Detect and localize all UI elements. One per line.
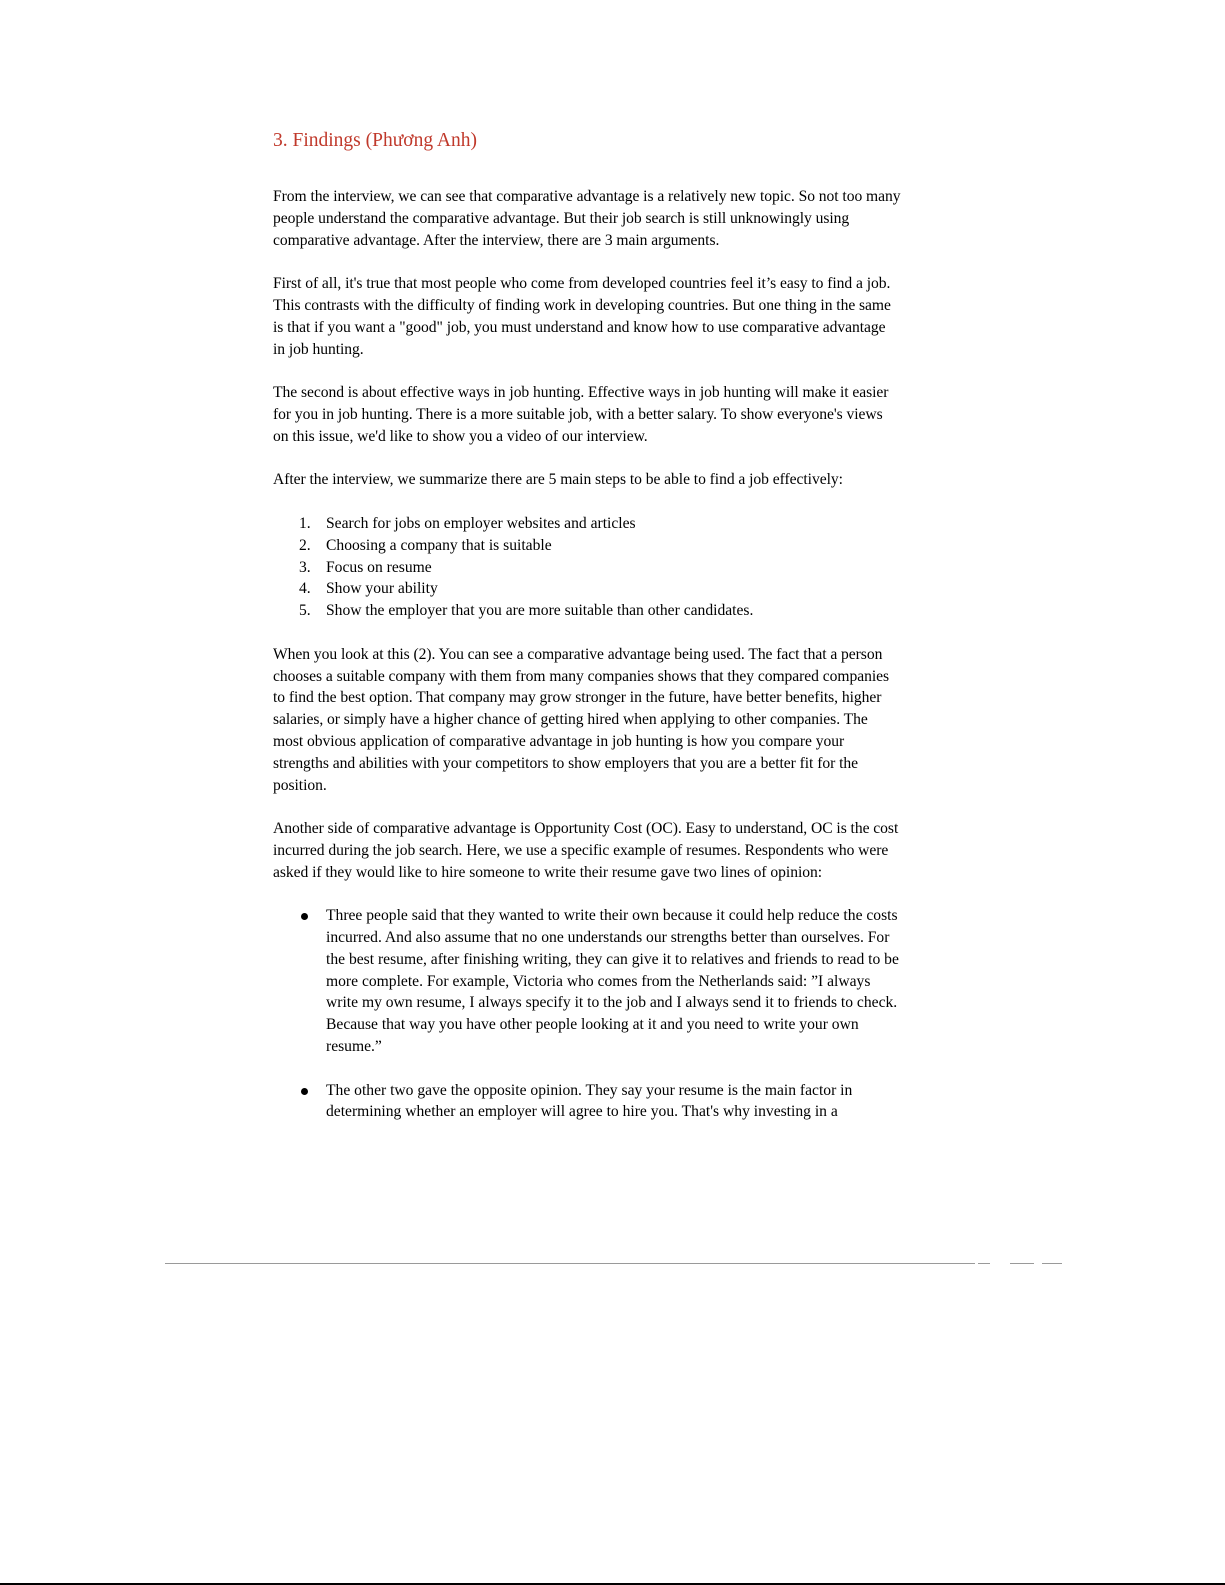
list-marker: 5. bbox=[299, 602, 311, 620]
list-item-text: Three people said that they wanted to write their own because it could help reduce the costs incurred. And also assume that no one understands our strengths better than ourselves. For the best resume, after finishing writing, they can give it to relatives and friends to read to be more complete. For example, Victoria who comes from the Netherlands said: ”I always write my own resume, I always specify it to the job and I always send it to friends to check. Because that way you have other people looking at it and you need to write your own resume.” bbox=[326, 907, 899, 1056]
list-item bbox=[273, 1080, 901, 1124]
steps-list bbox=[273, 513, 901, 622]
list-item bbox=[273, 557, 901, 579]
paragraph-steps-intro: After the interview, we summarize there are 5 main steps to be able to find a job effectively: bbox=[273, 471, 843, 489]
paragraph-developed-countries: First of all, it's true that most people who come from developed countries feel it’s easy to find a job. This contrasts with the difficulty of finding work in developing countries. But one thing in the same is that if you want a "good" job, you must understand and know how to use comparative advantage in job hunting. bbox=[273, 275, 891, 358]
list-item bbox=[273, 535, 901, 557]
paragraph-comparative-advantage: When you look at this (2). You can see a comparative advantage being used. The fact that a person chooses a suitable company with them from many companies shows that they compared companies to find the best option. That company may grow stronger in the future, have better benefits, higher salaries, or simply have a higher chance of getting hired when applying to other companies. The most obvious application of comparative advantage in job hunting is how you compare your strengths and abilities with your competitors to show employers that you are a better fit for the position. bbox=[273, 645, 890, 794]
list-item bbox=[273, 513, 901, 535]
section-heading: 3. Findings (Phương Anh) bbox=[273, 130, 477, 151]
list-item bbox=[273, 905, 901, 1058]
list-item-text: Show your ability bbox=[326, 580, 438, 598]
list-item bbox=[273, 600, 901, 622]
paragraph-opportunity-cost: Another side of comparative advantage is Opportunity Cost (OC). Easy to understand, OC is the cost incurred during the job search. Here, we use a specific example of resumes. Respondents who were asked if they would like to hire someone to write their resume gave two lines of opinion: bbox=[273, 820, 899, 881]
list-marker: 2. bbox=[299, 536, 311, 554]
page-divider bbox=[165, 1263, 975, 1264]
list-marker: 1. bbox=[299, 514, 311, 532]
page-content bbox=[273, 128, 901, 1145]
bullet-icon bbox=[301, 1088, 308, 1095]
list-item-text: Focus on resume bbox=[326, 558, 432, 576]
bullet-icon bbox=[301, 913, 308, 920]
paragraph-intro: From the interview, we can see that comparative advantage is a relatively new topic. So not too many people understand the comparative advantage. But their job search is still unknowingly using comparative advantage. After the interview, there are 3 main arguments. bbox=[273, 188, 901, 249]
opinions-list bbox=[273, 905, 901, 1123]
list-item-text: Show the employer that you are more suitable than other candidates. bbox=[326, 602, 754, 620]
page-divider-dash bbox=[978, 1263, 990, 1264]
list-item-text: Search for jobs on employer websites and articles bbox=[326, 514, 636, 532]
list-item bbox=[273, 578, 901, 600]
paragraph-effective-ways: The second is about effective ways in job hunting. Effective ways in job hunting will make it easier for you in job hunting. There is a more suitable job, with a better salary. To show everyone's views on this issue, we'd like to show you a video of our interview. bbox=[273, 384, 889, 445]
list-marker: 4. bbox=[299, 580, 311, 598]
page-divider-dash bbox=[1010, 1263, 1034, 1264]
list-item-text: Choosing a company that is suitable bbox=[326, 536, 552, 554]
page-divider-dash bbox=[1042, 1263, 1062, 1264]
list-marker: 3. bbox=[299, 558, 311, 576]
list-item-text: The other two gave the opposite opinion. They say your resume is the main factor in determining whether an employer will agree to hire you. That's why investing in a bbox=[326, 1081, 853, 1121]
